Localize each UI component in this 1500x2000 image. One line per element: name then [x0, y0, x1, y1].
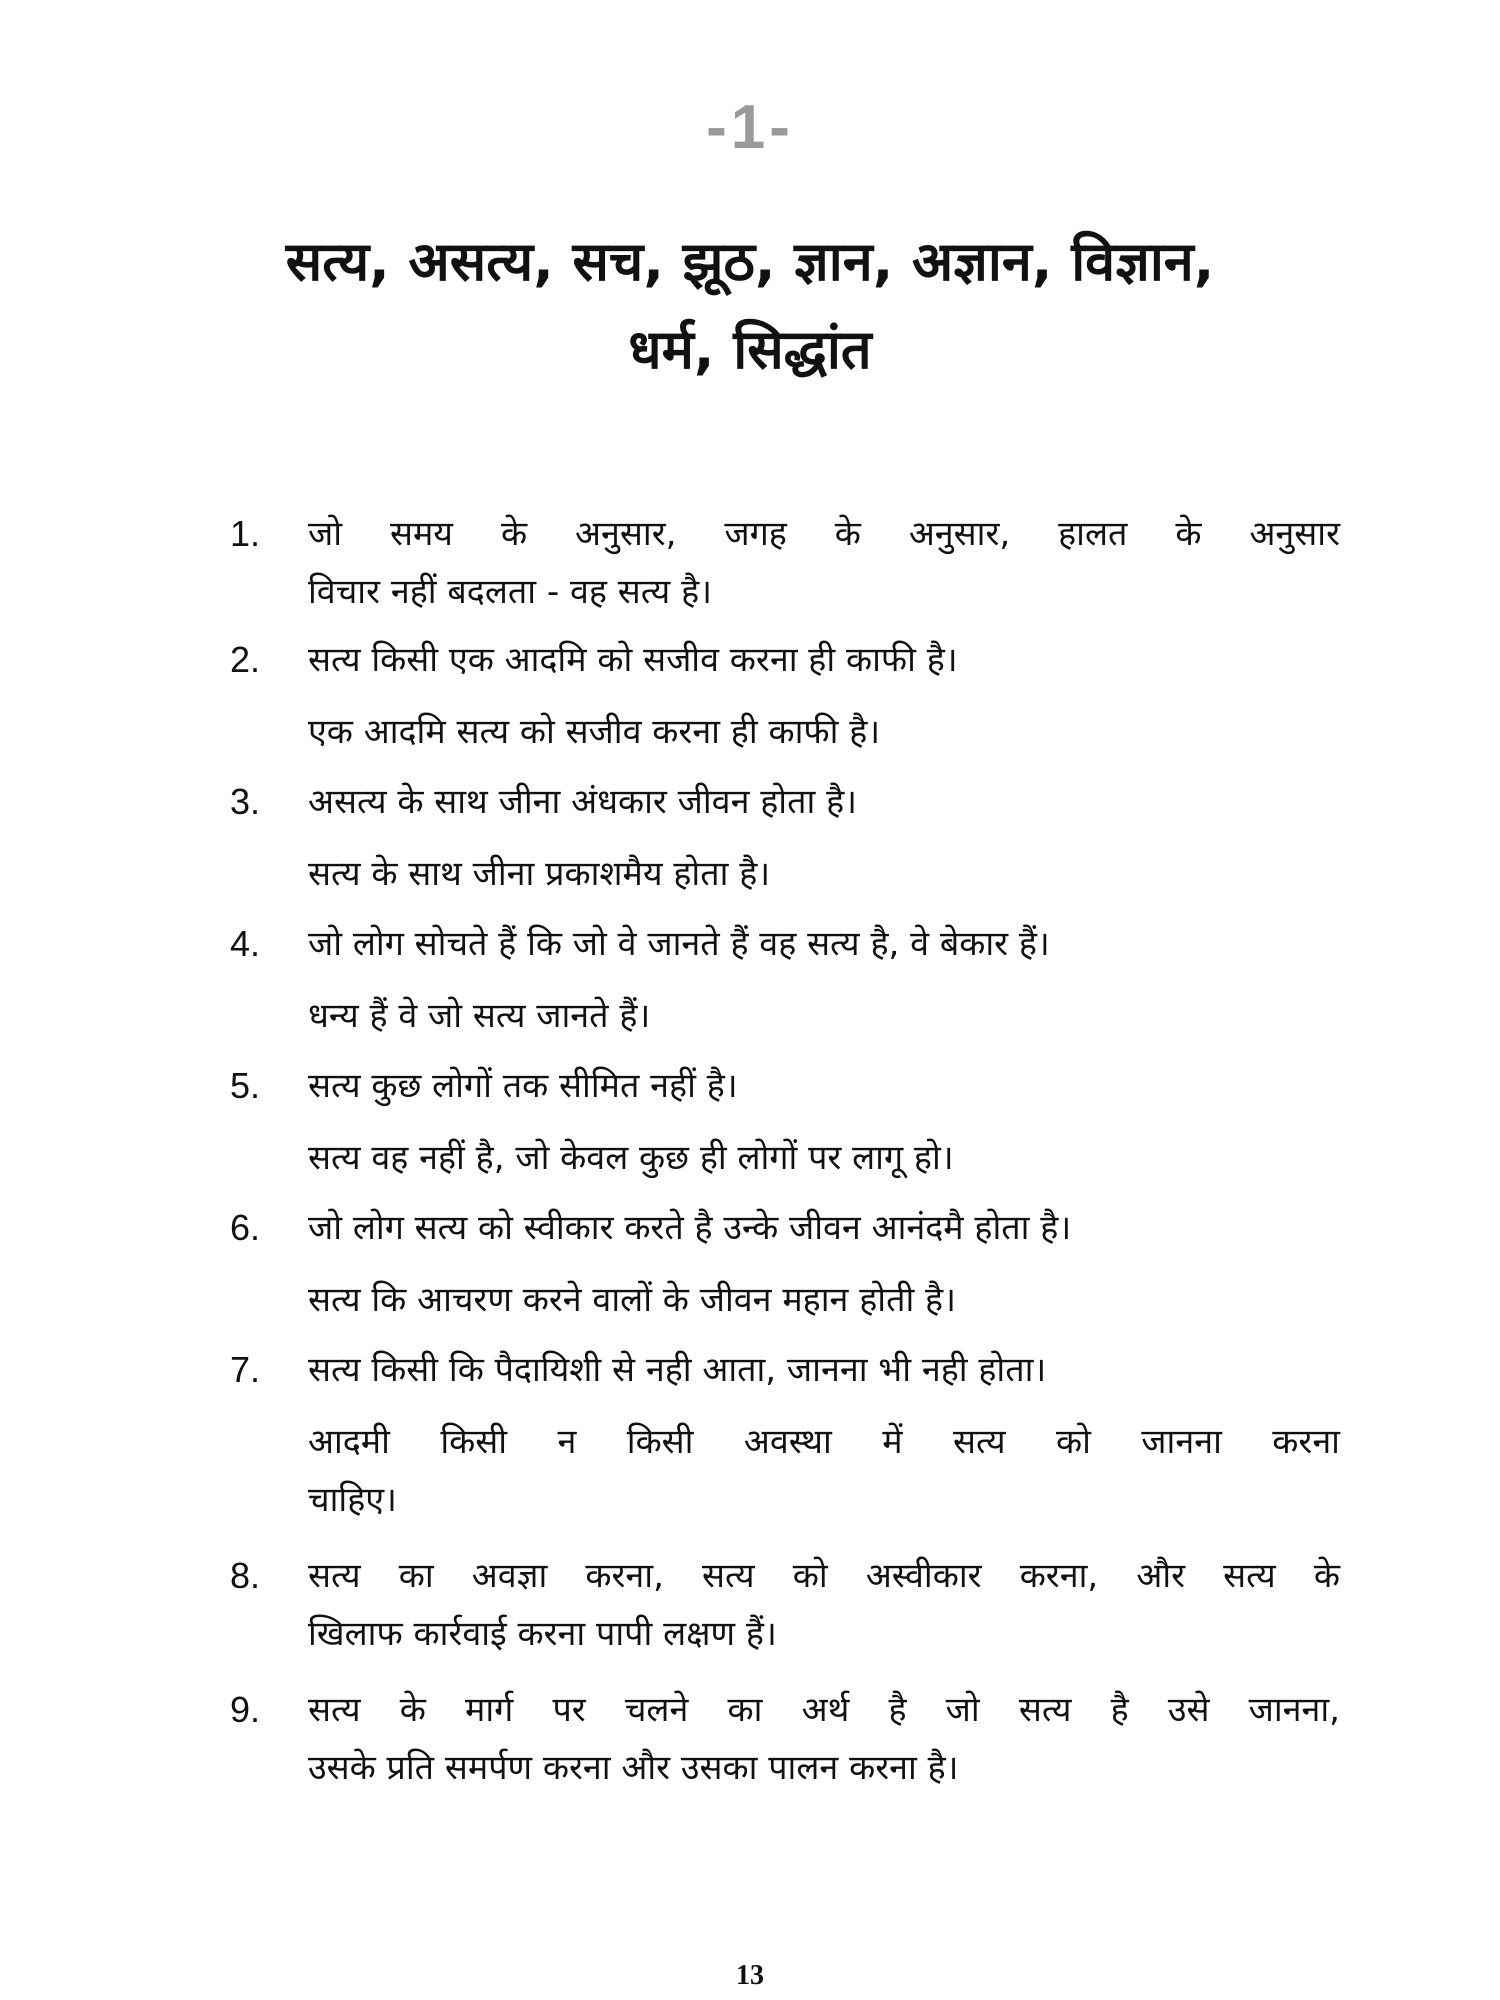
list-item-7	[230, 1341, 1340, 1529]
page-title	[150, 218, 1350, 394]
item-line: विचार नहीं बदलता - वह सत्य है।	[308, 572, 713, 612]
page-number: 13	[736, 1960, 764, 1991]
list-item-5	[230, 1057, 1340, 1187]
item-line: सत्य का अवज्ञा करना, सत्य को अस्वीकार करना, और सत्य के	[308, 1556, 1340, 1596]
item-line: सत्य किसी कि पैदायिशी से नही आता, जानना भी नही होता।	[308, 1350, 1047, 1390]
item-number: 3.	[230, 781, 261, 822]
item-line: एक आदमि सत्य को सजीव करना ही काफी है।	[308, 712, 881, 752]
list-item-2	[230, 631, 1340, 761]
item-line: धन्य हैं वे जो सत्य जानते हैं।	[308, 996, 651, 1036]
item-number: 5.	[230, 1065, 261, 1106]
item-number: 9.	[230, 1689, 261, 1730]
item-line: सत्य कि आचरण करने वालों के जीवन महान होती है।	[308, 1280, 956, 1320]
item-line: सत्य कुछ लोगों तक सीमित नहीं है।	[308, 1066, 738, 1106]
item-line: खिलाफ कार्रवाई करना पापी लक्षण हैं।	[308, 1614, 777, 1654]
item-number: 4.	[230, 923, 261, 964]
item-number: 7.	[230, 1349, 261, 1390]
item-line: सत्य के साथ जीना प्रकाशमैय होता है।	[308, 854, 771, 894]
item-line: जो लोग सत्य को स्वीकार करते है उन्के जीवन आनंदमै होता है।	[308, 1208, 1072, 1248]
item-number: 2.	[230, 639, 261, 680]
title-line-1: सत्य, असत्य, सच, झूठ, ज्ञान, अज्ञान, विज्ञान,	[285, 230, 1215, 293]
item-line: आदमी किसी न किसी अवस्था में सत्य को जानना करना	[308, 1422, 1340, 1462]
item-line: जो लोग सोचते हैं कि जो वे जानते हैं वह सत्य है, वे बेकार हैं।	[308, 924, 1050, 964]
list-item-6	[230, 1199, 1340, 1329]
item-line: सत्य किसी एक आदमि को सजीव करना ही काफी है।	[308, 640, 958, 680]
item-line: जो समय के अनुसार, जगह के अनुसार, हालत के अनुसार	[308, 514, 1340, 554]
item-line: असत्य के साथ जीना अंधकार जीवन होता है।	[308, 782, 858, 822]
list-item-3	[230, 773, 1340, 903]
item-number: 1.	[230, 513, 261, 554]
numbered-list	[230, 505, 1340, 1797]
item-line: सत्य के मार्ग पर चलने का अर्थ है जो सत्य है उसे जानना,	[308, 1690, 1340, 1730]
item-line: सत्य वह नहीं है, जो केवल कुछ ही लोगों पर लागू हो।	[308, 1138, 954, 1178]
title-line-2: धर्म, सिद्धांत	[628, 318, 872, 381]
list-item-8	[230, 1547, 1340, 1663]
item-number: 8.	[230, 1555, 261, 1596]
list-item-1	[230, 505, 1340, 621]
item-line: चाहिए।	[308, 1480, 397, 1520]
item-number: 6.	[230, 1207, 261, 1248]
list-item-9	[230, 1681, 1340, 1797]
item-line: उसके प्रति समर्पण करना और उसका पालन करना है।	[308, 1748, 959, 1788]
chapter-number: -1-	[706, 93, 794, 162]
list-item-4	[230, 915, 1340, 1045]
